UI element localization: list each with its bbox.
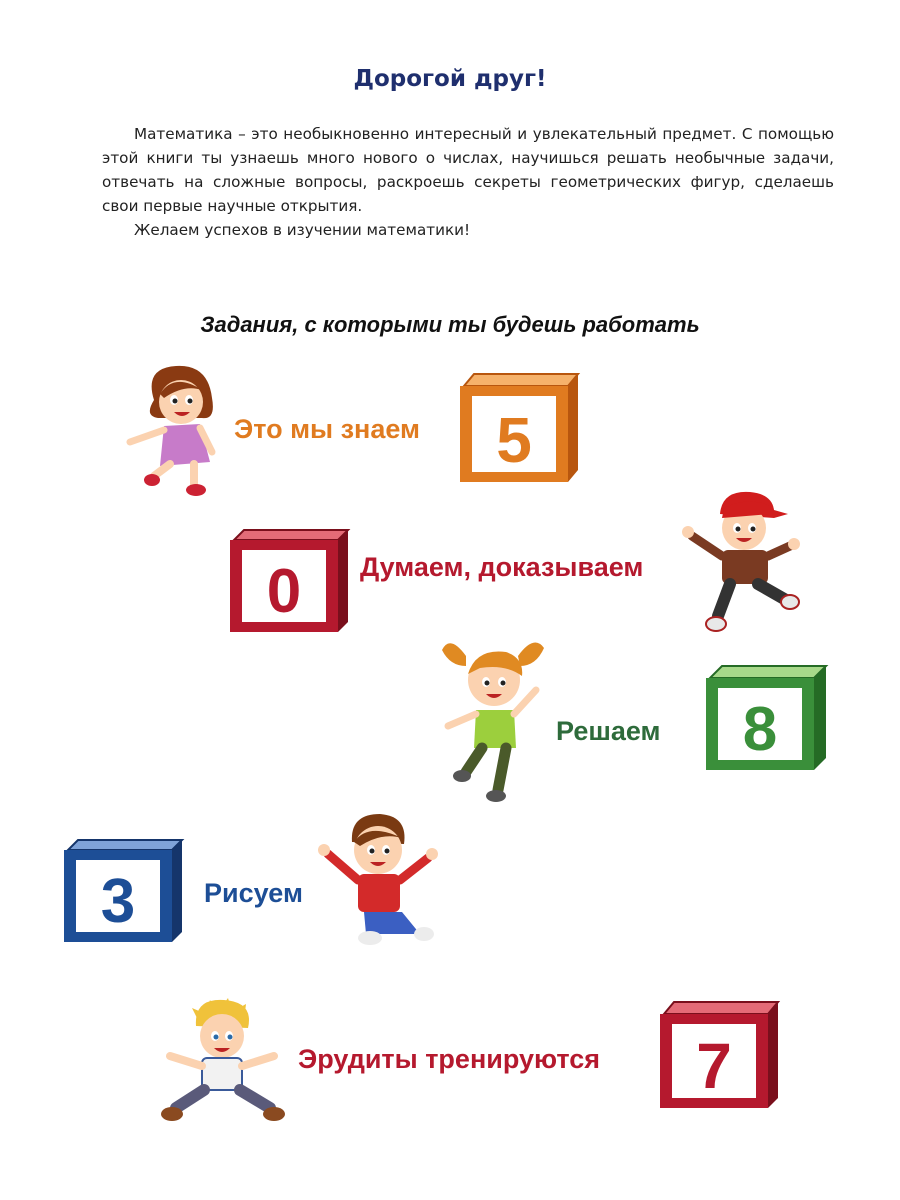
cube-digit-7: 7 bbox=[696, 1030, 732, 1102]
girl-illustration bbox=[124, 358, 224, 498]
cube-digit-3: 3 bbox=[100, 867, 136, 936]
number-cube-3 bbox=[60, 836, 192, 946]
number-cube-0 bbox=[226, 526, 358, 636]
task-label-known: Это мы знаем bbox=[234, 414, 420, 444]
page-title: Дорогой друг! bbox=[353, 66, 547, 92]
boy-red-shirt-illustration bbox=[316, 808, 442, 952]
cube-digit-0: 0 bbox=[266, 557, 302, 626]
boy-cap-illustration bbox=[678, 484, 802, 640]
number-cube-7 bbox=[656, 998, 788, 1112]
number-cube-8 bbox=[702, 662, 836, 776]
cube-digit-5: 5 bbox=[496, 404, 532, 476]
task-label-solve: Решаем bbox=[556, 716, 661, 746]
girl-ponytails-illustration bbox=[436, 630, 552, 806]
cube-digit-8: 8 bbox=[742, 695, 778, 764]
task-label-think-prove: Думаем, доказываем bbox=[360, 552, 644, 582]
task-label-draw: Рисуем bbox=[204, 878, 303, 908]
task-label-erudites: Эрудиты тренируются bbox=[298, 1044, 601, 1074]
number-cube-5 bbox=[456, 370, 588, 486]
boy-sitting-illustration bbox=[158, 996, 286, 1128]
intro-paragraph: Математика – это необыкновенно интересный и увлекательный предмет. С помощью этой книги ты узнаешь много нового о числах, научишься решать необычные задачи, отвечать на сложные вопросы, раскроешь секреты геометрических фигур, сделаешь свои первые научные открытия. bbox=[102, 125, 834, 215]
intro-text bbox=[102, 122, 834, 242]
tasks-heading: Задания, с которыми ты будешь работать bbox=[200, 312, 700, 337]
intro-paragraph: Желаем успехов в изучении математики! bbox=[134, 221, 471, 239]
